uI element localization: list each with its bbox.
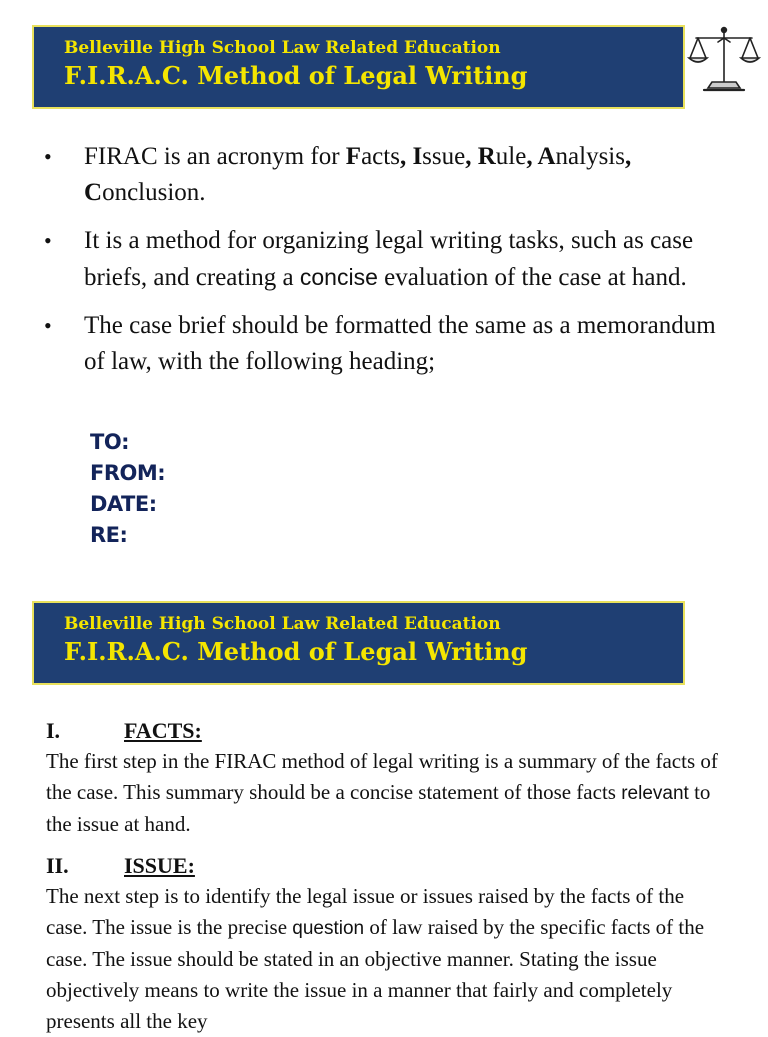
emphasized-word: relevant [621, 783, 689, 804]
memo-re: RE: [90, 523, 128, 547]
slide-header-1 [32, 25, 685, 109]
section-facts [46, 716, 726, 840]
bullet-acronym: • FIRAC is an acronym for Facts, Issue, Rule, Analysis, Conclusion. [44, 139, 734, 211]
memo-from: FROM: [90, 461, 166, 485]
memo-to: TO: [90, 430, 130, 454]
bullet-format: • The case brief should be formatted the same as a memorandum of law, with the following heading; [44, 308, 734, 380]
emphasized-word: question [292, 918, 365, 939]
section-number: I. [46, 718, 61, 743]
bullet-dot: • [44, 228, 52, 253]
header-title: F.I.R.A.C. Method of Legal Writing [64, 637, 528, 666]
section-heading [46, 716, 726, 746]
header-subtitle: Belleville High School Law Related Education [64, 38, 501, 58]
header-subtitle: Belleville High School Law Related Education [64, 614, 501, 634]
section-title: ISSUE: [124, 853, 195, 878]
section-number: II. [46, 853, 69, 878]
section-body: The next step is to identify the legal issue or issues raised by the facts of the case. The issue is the precise question of law raised by the specific facts of the case. The issue should be stated in an objective manner. Stating the issue objectively means to write the issue in a manner that fairly and completely presents all the key [46, 884, 705, 1033]
scales-of-justice-icon [686, 24, 762, 96]
slide-header-2 [32, 601, 685, 685]
bullet-dot: • [44, 144, 52, 169]
emphasized-word: concise [299, 264, 378, 290]
bullet-dot: • [44, 313, 52, 338]
memo-heading [90, 427, 165, 551]
section-issue [46, 851, 726, 1037]
header-title: F.I.R.A.C. Method of Legal Writing [64, 61, 528, 90]
section-title: FACTS: [124, 718, 202, 743]
section-heading [46, 851, 726, 881]
memo-date: DATE: [90, 492, 157, 516]
section-body: The first step in the FIRAC method of legal writing is a summary of the facts of the case. This summary should be a concise statement of those facts relevant to the issue at hand. [46, 749, 718, 836]
bullet-list [44, 139, 734, 392]
bullet-method: • It is a method for organizing legal writing tasks, such as case briefs, and creating a concise evaluation of the case at hand. [44, 223, 734, 296]
